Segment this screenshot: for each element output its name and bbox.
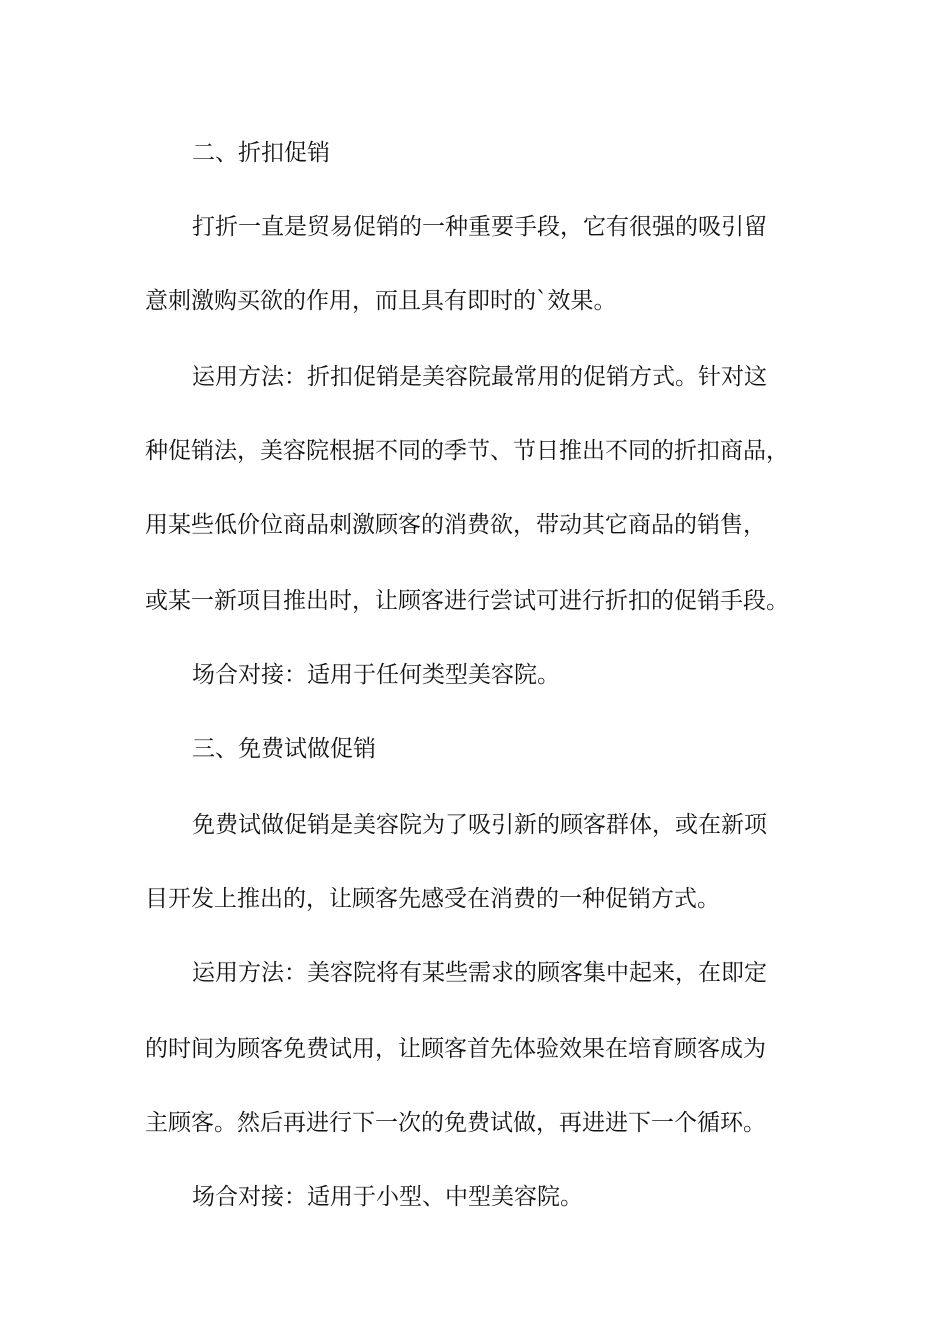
paragraph-line: 场合对接：适用于任何类型美容院。	[192, 662, 560, 688]
paragraph-line: 或某一新项目推出时，让顾客进行尝试可进行折扣的促销手段。	[145, 588, 789, 614]
section-heading-discount: 二、折扣促销	[192, 140, 330, 166]
paragraph-line: 运用方法：折扣促销是美容院最常用的促销方式。针对这	[192, 364, 767, 390]
paragraph-line: 主顾客。然后再进行下一次的免费试做，再进进下一个循环。	[145, 1110, 766, 1136]
paragraph-line: 免费试做促销是美容院为了吸引新的顾客群体，或在新项	[192, 812, 767, 838]
paragraph-line: 目开发上推出的，让顾客先感受在消费的一种促销方式。	[145, 886, 720, 912]
paragraph-line: 用某些低价位商品刺激顾客的消费欲，带动其它商品的销售，	[145, 512, 766, 538]
paragraph-line: 意刺激购买欲的作用，而且具有即时的`效果。	[145, 288, 617, 314]
paragraph-line: 种促销法，美容院根据不同的季节、节日推出不同的折扣商品，	[145, 438, 789, 464]
section-heading-free-trial: 三、免费试做促销	[192, 736, 376, 762]
paragraph-line: 的时间为顾客免费试用，让顾客首先体验效果在培育顾客成为	[145, 1036, 766, 1062]
paragraph-line: 场合对接：适用于小型、中型美容院。	[192, 1184, 583, 1210]
paragraph-line: 打折一直是贸易促销的一种重要手段，它有很强的吸引留	[192, 214, 767, 240]
paragraph-line: 运用方法：美容院将有某些需求的顾客集中起来，在即定	[192, 960, 767, 986]
